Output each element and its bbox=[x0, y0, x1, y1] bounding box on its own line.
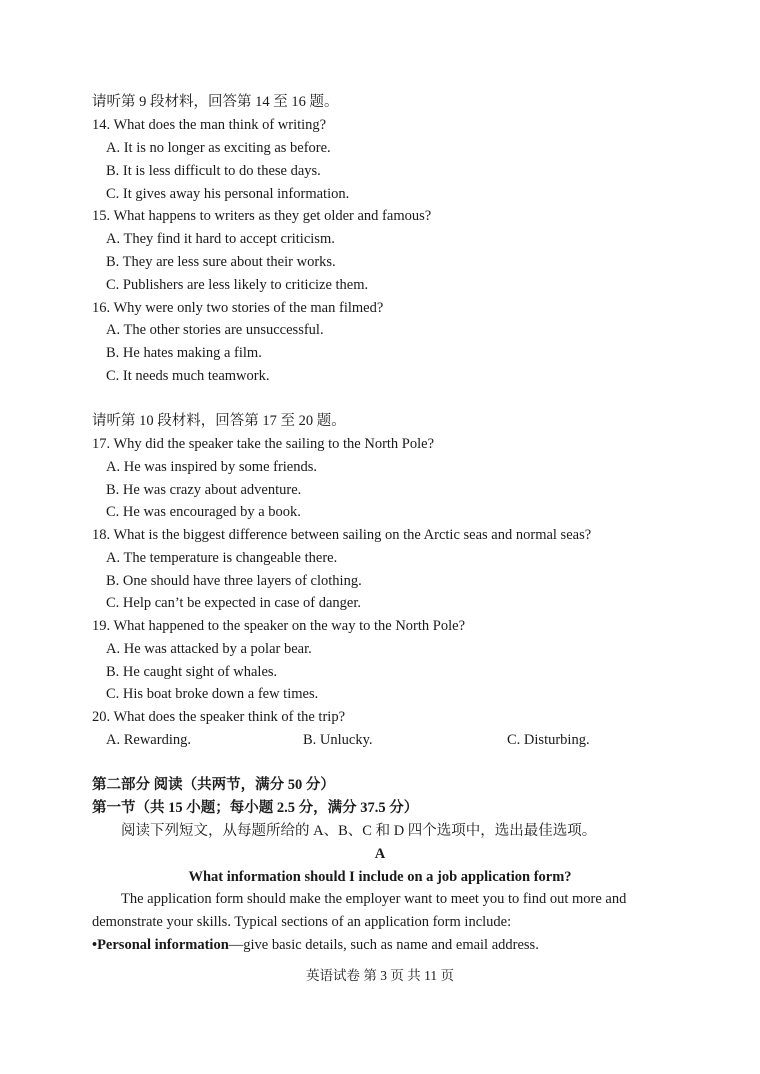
question-19-option-b: B. He caught sight of whales. bbox=[106, 664, 278, 680]
reading-instruction: 阅读下列短文，从每题所给的 A、B、C 和 D 四个选项中，选出最佳选项。 bbox=[121, 823, 597, 839]
question-20-option-c: C. Disturbing. bbox=[507, 732, 590, 748]
question-20-option-a: A. Rewarding. bbox=[106, 732, 191, 748]
question-15-option-b: B. They are less sure about their works. bbox=[106, 254, 336, 270]
section-9-heading: 请听第 9 段材料，回答第 14 至 16 题。 bbox=[92, 94, 339, 110]
question-14-option-c: C. It gives away his personal information. bbox=[106, 186, 350, 202]
question-14-option-b: B. It is less difficult to do these days. bbox=[106, 163, 321, 179]
passage-title: What information should I include on a job application form? bbox=[188, 869, 572, 885]
question-19-stem: 19. What happened to the speaker on the way to the North Pole? bbox=[92, 618, 465, 634]
question-17-option-a: A. He was inspired by some friends. bbox=[106, 459, 318, 475]
passage-paragraph-line-2: demonstrate your skills. Typical sections of an application form include: bbox=[92, 914, 512, 930]
bullet-text: —give basic details, such as name and email address. bbox=[228, 937, 539, 953]
question-16-option-c: C. It needs much teamwork. bbox=[106, 368, 270, 384]
question-18-stem: 18. What is the biggest difference between sailing on the Arctic seas and normal seas? bbox=[92, 527, 592, 543]
question-15-option-c: C. Publishers are less likely to criticize them. bbox=[106, 277, 369, 293]
passage-paragraph-line-1: The application form should make the employer want to meet you to find out more and bbox=[121, 891, 627, 907]
passage-letter: A bbox=[374, 846, 386, 862]
question-15-stem: 15. What happens to writers as they get older and famous? bbox=[92, 208, 432, 224]
question-14-option-a: A. It is no longer as exciting as before. bbox=[106, 140, 331, 156]
question-20-stem: 20. What does the speaker think of the trip? bbox=[92, 709, 346, 725]
question-17-stem: 17. Why did the speaker take the sailing to the North Pole? bbox=[92, 436, 435, 452]
question-20-option-b: B. Unlucky. bbox=[303, 732, 373, 748]
question-16-option-b: B. He hates making a film. bbox=[106, 345, 262, 361]
page-footer: 英语试卷 第 3 页 共 11 页 bbox=[306, 968, 454, 983]
question-19-option-c: C. His boat broke down a few times. bbox=[106, 686, 319, 702]
question-18-option-a: A. The temperature is changeable there. bbox=[106, 550, 338, 566]
question-18-option-b: B. One should have three layers of clothing. bbox=[106, 573, 362, 589]
question-15-option-a: A. They find it hard to accept criticism. bbox=[106, 231, 335, 247]
part-2-title: 第二部分 阅读（共两节，满分 50 分） bbox=[92, 777, 335, 793]
question-16-stem: 16. Why were only two stories of the man filmed? bbox=[92, 300, 384, 316]
question-17-option-b: B. He was crazy about adventure. bbox=[106, 482, 302, 498]
bullet-label: •Personal information bbox=[92, 937, 229, 953]
bullet-personal-information bbox=[92, 936, 539, 954]
question-17-option-c: C. He was encouraged by a book. bbox=[106, 504, 301, 520]
question-14-stem: 14. What does the man think of writing? bbox=[92, 117, 327, 133]
section-10-heading: 请听第 10 段材料，回答第 17 至 20 题。 bbox=[92, 413, 346, 429]
question-16-option-a: A. The other stories are unsuccessful. bbox=[106, 322, 324, 338]
question-18-option-c: C. Help can’t be expected in case of danger. bbox=[106, 595, 361, 611]
part-2-section-1-title: 第一节（共 15 小题；每小题 2.5 分，满分 37.5 分） bbox=[92, 800, 419, 816]
question-19-option-a: A. He was attacked by a polar bear. bbox=[106, 641, 312, 657]
